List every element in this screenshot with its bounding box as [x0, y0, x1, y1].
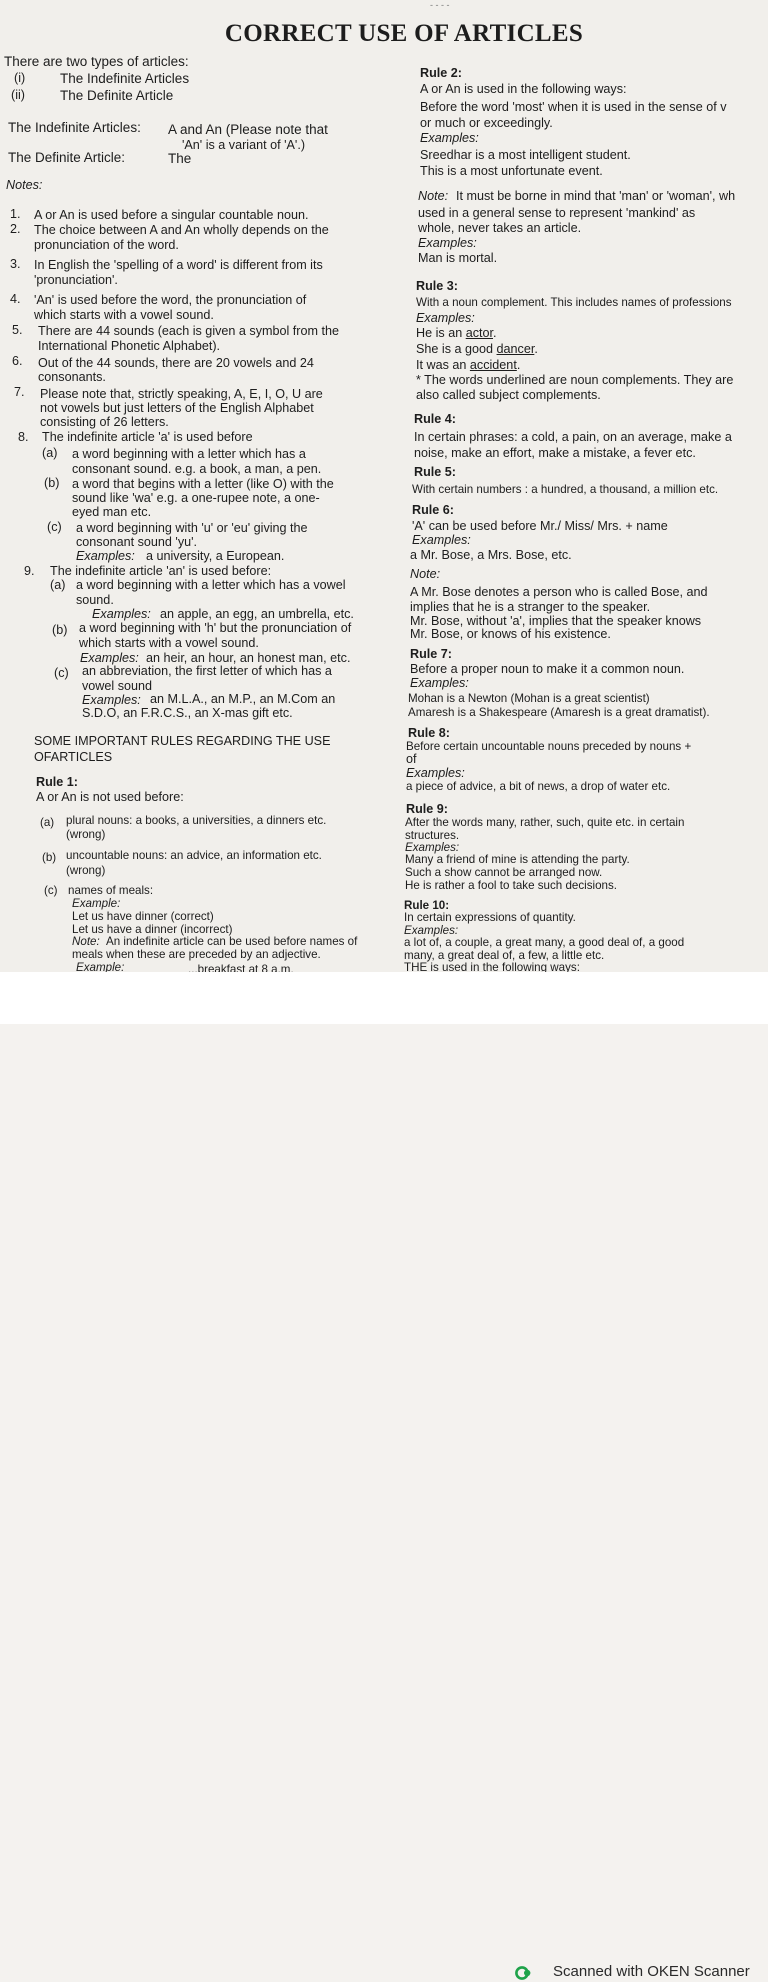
sub-marker: (c)	[54, 666, 69, 680]
note-text: an heir, an hour, an honest man, etc.	[146, 651, 351, 665]
note-text: not vowels but just letters of the English Alphabet	[40, 401, 314, 415]
rule-text: He is rather a fool to take such decisions.	[405, 879, 618, 892]
examples-label: Examples:	[412, 533, 471, 547]
rule-text: Such a show cannot be arranged now.	[405, 866, 603, 879]
examples-label: Examples:	[80, 651, 139, 665]
rule-text: A Mr. Bose denotes a person who is called Bose, and	[410, 585, 708, 599]
note-text: a word that begins with a letter (like O) with the	[72, 477, 334, 491]
intro-line: There are two types of articles:	[4, 54, 189, 69]
rule-text: uncountable nouns: an advice, an information etc.	[66, 849, 322, 862]
examples-label: Examples:	[404, 924, 459, 937]
rule-text: a Mr. Bose, a Mrs. Bose, etc.	[410, 548, 572, 562]
note-text: A or An is used before a singular countable noun.	[34, 208, 309, 222]
examples-label: Examples:	[405, 841, 460, 854]
definition-term: The Definite Article:	[8, 150, 126, 165]
rules-heading: SOME IMPORTANT RULES REGARDING THE USE	[34, 734, 331, 748]
rule-text: 'A' can be used before Mr./ Miss/ Mrs. + name	[412, 519, 668, 533]
rule-heading: Rule 10:	[404, 899, 450, 912]
rule-text: With certain numbers : a hundred, a thousand, a million etc.	[412, 483, 719, 496]
definition-text: 'An' is a variant of 'A'.)	[182, 138, 306, 152]
examples-label: Examples:	[92, 607, 151, 621]
note-text: eyed man etc.	[72, 505, 152, 519]
rule-text: Mr. Bose, or knows of his existence.	[410, 627, 611, 641]
rule-text: whole, never takes an article.	[418, 221, 582, 235]
rule-text: In certain phrases: a cold, a pain, on an average, make a	[414, 430, 732, 444]
rule-text: An indefinite article can be used before names of	[106, 935, 358, 948]
note-text: The indefinite article 'an' is used before:	[50, 564, 272, 578]
sub-marker: (c)	[47, 520, 62, 534]
note-number: 6.	[12, 354, 23, 368]
note-number: 9.	[24, 564, 35, 578]
scanner-footer	[0, 972, 768, 1980]
examples-label: Examples:	[416, 311, 475, 325]
rule-text: ...breakfast at 8 a.m.	[188, 963, 294, 972]
rule-text: Man is mortal.	[418, 251, 498, 265]
rule-text: Before a proper noun to make it a common noun.	[410, 662, 685, 676]
rule-heading: Rule 3:	[416, 279, 458, 293]
note-text: consonant sound. e.g. a book, a man, a pen.	[72, 462, 322, 476]
note-text: pronunciation of the word.	[34, 238, 179, 252]
sub-marker: (b)	[42, 851, 57, 864]
rule-text: Before the word 'most' when it is used in the sense of v	[420, 100, 727, 114]
note-text: The choice between A and An wholly depends on the	[34, 223, 329, 237]
note-text: Out of the 44 sounds, there are 20 vowels and 24	[38, 356, 314, 370]
definition-text: A and An (Please note that	[168, 122, 328, 137]
page-top-mark: - - - -	[430, 0, 450, 10]
note-text: International Phonetic Alphabet).	[38, 339, 221, 353]
rule-text: a lot of, a couple, a great many, a good deal of, a good	[404, 936, 685, 949]
rule-text: Before certain uncountable nouns preceded by nouns +	[406, 740, 692, 753]
rule-text: used in a general sense to represent 'mankind' as	[418, 206, 696, 220]
example-sentence	[416, 326, 497, 341]
rule-text: Mohan is a Newton (Mohan is a great scientist)	[408, 692, 650, 705]
note-text: sound.	[76, 593, 114, 607]
sub-marker: (c)	[44, 884, 58, 897]
note-label: Note:	[418, 189, 449, 203]
rule-text: After the words many, rather, such, quite etc. in certain	[405, 816, 685, 829]
rule-text: A or An is used in the following ways:	[420, 82, 627, 96]
list-item: The Definite Article	[60, 88, 174, 103]
list-item: The Indefinite Articles	[60, 71, 190, 86]
sentence-start: It was an	[416, 358, 467, 372]
rule-text: Mr. Bose, without 'a', implies that the speaker knows	[410, 614, 702, 628]
note-text: an apple, an egg, an umbrella, etc.	[160, 607, 354, 621]
note-text: vowel sound	[82, 679, 153, 693]
rule-heading: Rule 2:	[420, 66, 462, 80]
rule-heading: Rule 7:	[410, 647, 452, 661]
underlined-word: accident	[469, 358, 517, 372]
note-text: an abbreviation, the first letter of which has a	[82, 664, 332, 678]
rule-heading: Rule 9:	[406, 802, 448, 816]
definition-term: The Indefinite Articles:	[8, 120, 141, 135]
examples-label: Examples:	[82, 693, 141, 707]
note-number: 2.	[10, 222, 21, 236]
rule-text: (wrong)	[66, 828, 106, 841]
note-text: 'An' is used before the word, the pronunciation of	[34, 293, 307, 307]
rule-text: In certain expressions of quantity.	[404, 911, 576, 924]
note-text: an M.L.A., an M.P., an M.Com an	[150, 692, 336, 706]
underlined-word: dancer	[496, 342, 535, 356]
underlined-word: actor	[465, 326, 494, 340]
note-number: 7.	[14, 385, 25, 399]
sentence-start: He is an	[416, 326, 463, 340]
rule-text: Amaresh is a Shakespeare (Amaresh is a great dramatist).	[408, 706, 710, 719]
rule-text: * The words underlined are noun complements. They are	[416, 373, 734, 387]
note-label: Note:	[410, 567, 441, 581]
rule-text: structures.	[405, 829, 460, 842]
rule-text: It must be borne in mind that 'man' or 'woman', wh	[456, 189, 736, 203]
rule-text: a piece of advice, a bit of news, a drop of water etc.	[406, 780, 671, 793]
rule-text: plural nouns: a books, a universities, a dinners etc.	[66, 814, 327, 827]
rule-heading: Rule 6:	[412, 503, 454, 517]
list-marker: (i)	[14, 71, 26, 85]
note-text: a word beginning with a letter which has a	[72, 447, 306, 461]
note-text: 'pronunciation'.	[34, 273, 118, 287]
sub-marker: (a)	[42, 446, 58, 460]
rule-text: A or An is not used before:	[36, 790, 184, 804]
examples-label: Examples:	[406, 766, 465, 780]
note-text: The indefinite article 'a' is used before	[42, 430, 253, 444]
scanned-page	[0, 0, 768, 972]
rule-text: Many a friend of mine is attending the party.	[405, 853, 630, 866]
note-text: sound like 'wa' e.g. a one-rupee note, a one-	[72, 491, 320, 505]
example-label: Example:	[72, 897, 121, 910]
notes-heading: Notes:	[6, 178, 43, 192]
scanner-label: Scanned with OKEN Scanner	[553, 1963, 750, 1980]
rule-text: THE is used in the following ways:	[404, 961, 580, 972]
rule-text: Let us have dinner (correct)	[72, 910, 214, 923]
page-title: CORRECT USE OF ARTICLES	[224, 20, 584, 47]
note-number: 1.	[10, 207, 21, 221]
rule-text: This is a most unfortunate event.	[420, 164, 603, 178]
note-number: 8.	[18, 430, 29, 444]
rule-heading: Rule 4:	[414, 412, 456, 426]
rule-text: implies that he is a stranger to the speaker.	[410, 600, 651, 614]
rules-heading: OFARTICLES	[34, 750, 113, 764]
note-label: Note:	[72, 935, 100, 948]
examples-label: Examples:	[76, 549, 135, 563]
note-text: consisting of 26 letters.	[40, 415, 169, 429]
oken-scanner-logo-icon	[515, 1964, 533, 1982]
sub-marker: (a)	[50, 578, 66, 592]
note-text: which starts with a vowel sound.	[34, 308, 214, 322]
note-text: a word beginning with a letter which has a vowel	[76, 578, 346, 592]
sub-marker: (a)	[40, 816, 55, 829]
sentence-start: She is a good	[416, 342, 494, 356]
note-number: 5.	[12, 323, 23, 337]
sentence-end: .	[493, 326, 497, 340]
note-text: a word beginning with 'u' or 'eu' giving the	[76, 521, 308, 535]
sub-marker: (b)	[44, 476, 60, 490]
examples-label: Examples:	[410, 676, 469, 690]
note-text: Please note that, strictly speaking, A, E, I, O, U are	[40, 387, 323, 401]
rule-text: Let us have a dinner (incorrect)	[72, 923, 233, 936]
rule-heading: Rule 1:	[36, 775, 78, 789]
rule-text: also called subject complements.	[416, 388, 601, 402]
rule-text: names of meals:	[68, 884, 154, 897]
note-text: which starts with a vowel sound.	[79, 636, 259, 650]
note-text: S.D.O, an F.R.C.S., an X-mas gift etc.	[82, 706, 293, 720]
note-text: There are 44 sounds (each is given a symbol from the	[38, 324, 340, 338]
note-text: In English the 'spelling of a word' is different from its	[34, 258, 323, 272]
examples-label: Examples:	[418, 236, 477, 250]
rule-heading: Rule 5:	[414, 465, 456, 479]
note-text: a word beginning with 'h' but the pronunciation of	[79, 621, 352, 635]
note-number: 4.	[10, 292, 21, 306]
rule-text: of	[406, 752, 417, 766]
rule-text: (wrong)	[66, 864, 106, 877]
example-sentence	[416, 342, 538, 357]
rule-heading: Rule 8:	[408, 726, 450, 740]
example-label: Example:	[76, 961, 125, 972]
list-marker: (ii)	[11, 88, 25, 102]
definition-text: The	[168, 151, 192, 166]
example-sentence	[416, 358, 520, 373]
rule-text: meals when these are preceded by an adjective.	[72, 948, 321, 961]
note-text: a university, a European.	[146, 549, 285, 563]
examples-label: Examples:	[420, 131, 479, 145]
rule-text: or much or exceedingly.	[420, 116, 553, 130]
rule-text: Sreedhar is a most intelligent student.	[420, 148, 631, 162]
sentence-end: .	[516, 358, 521, 372]
note-number: 3.	[10, 257, 21, 271]
rule-text: With a noun complement. This includes names of professions	[416, 296, 732, 309]
sentence-end: .	[534, 342, 538, 356]
rule-text: many, a great deal of, a few, a little etc.	[404, 949, 605, 962]
note-text: consonant sound 'yu'.	[76, 535, 198, 549]
rule-text: noise, make an effort, make a mistake, a fever etc.	[414, 446, 696, 460]
sub-marker: (b)	[52, 623, 68, 637]
note-text: consonants.	[38, 370, 106, 384]
